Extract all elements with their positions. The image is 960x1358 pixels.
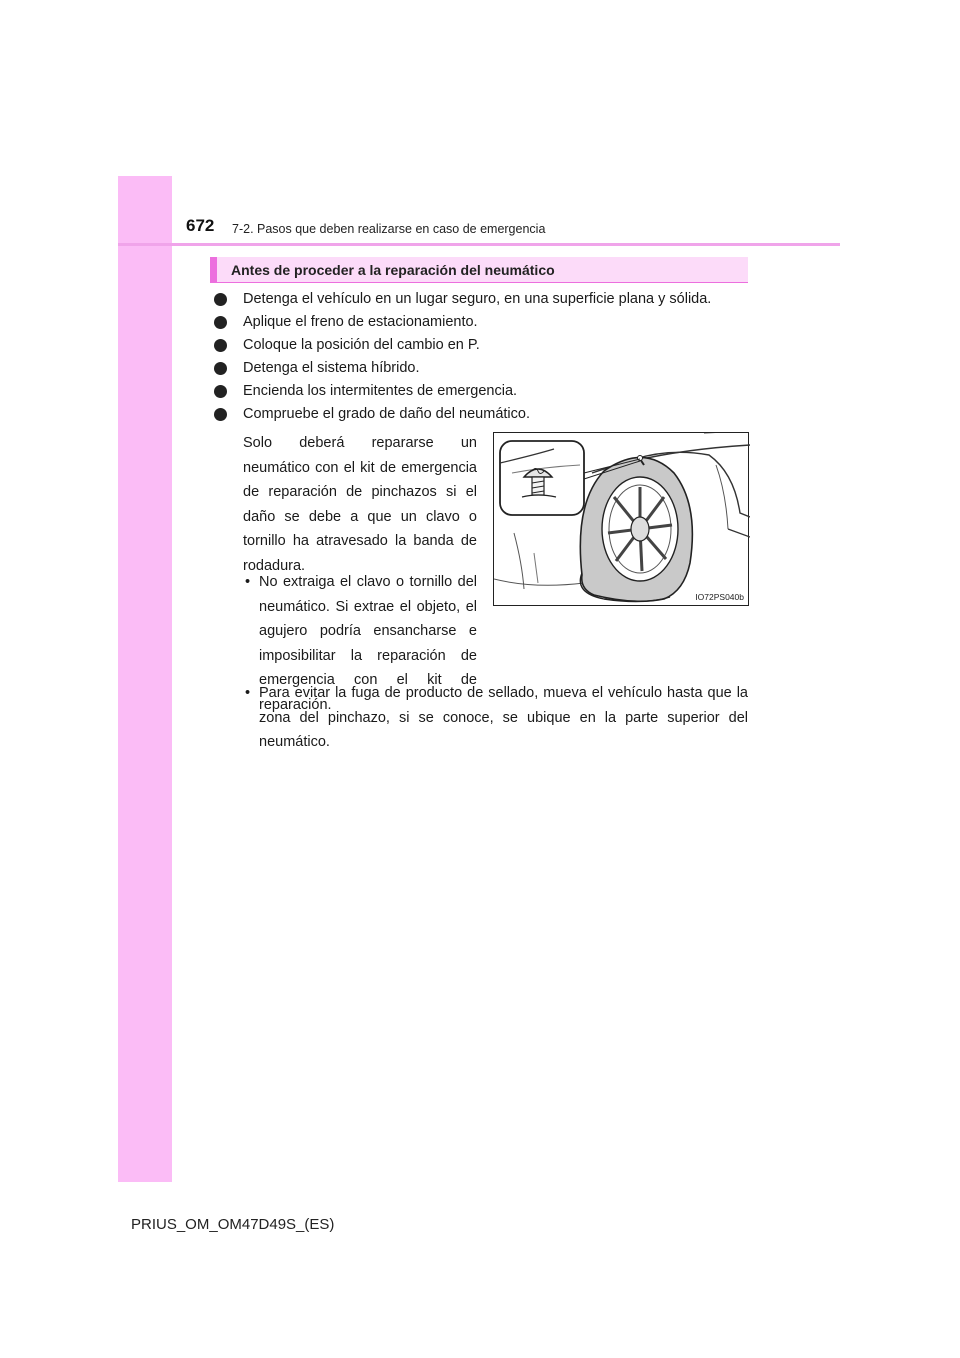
section-title: 7-2. Pasos que deben realizarse en caso de emergencia — [232, 222, 546, 236]
document-footer: PRIUS_OM_OM47D49S_(ES) — [131, 1216, 335, 1233]
bullet-dot-icon — [214, 316, 227, 329]
punctured-tire-illustration — [493, 432, 749, 606]
list-item: Encienda los intermitentes de emergencia. — [210, 382, 750, 405]
bullet-list — [210, 290, 750, 428]
list-item: Compruebe el grado de daño del neumático. — [210, 405, 750, 428]
sub-bullet-icon: • — [245, 574, 251, 590]
figure-code: IO72PS040b — [695, 592, 744, 602]
page-number: 672 — [186, 216, 215, 235]
bullet-dot-icon — [214, 385, 227, 398]
chapter-side-band — [118, 176, 172, 1182]
header-rule — [118, 243, 840, 246]
subheader-title: Antes de proceder a la reparación del neumático — [231, 262, 555, 278]
list-item: Coloque la posición del cambio en P. — [210, 336, 750, 359]
bullet-dot-icon — [214, 293, 227, 306]
bullet-dot-icon — [214, 362, 227, 375]
list-item: Detenga el sistema híbrido. — [210, 359, 750, 382]
bullet-dot-icon — [214, 339, 227, 352]
subheader-box — [210, 257, 748, 283]
list-item: Detenga el vehículo en un lugar seguro, en una superficie plana y sólida. — [210, 290, 750, 313]
repair-condition-paragraph: Solo deberá repararse un neumático con el kit de emergencia de reparación de pinchazos si el daño se debe a que un clavo o tornillo ha atravesado la banda de rodadura. — [243, 435, 477, 574]
sub-item-2: • Para evitar la fuga de producto de sellado, mueva el vehículo hasta que la zona del pinchazo, si se conoce, se ubique en la parte superior del neumático. — [243, 681, 748, 755]
sub-bullet-icon: • — [245, 685, 251, 701]
bullet-dot-icon — [214, 408, 227, 421]
tire-drawing — [494, 433, 750, 607]
list-item: Aplique el freno de estacionamiento. — [210, 313, 750, 336]
sub-item-1: • No extraiga el clavo o tornillo del neumático. Si extrae el objeto, el agujero podría ensancharse e imposibilitar la reparación de emergencia con el kit de reparación. — [243, 570, 477, 718]
